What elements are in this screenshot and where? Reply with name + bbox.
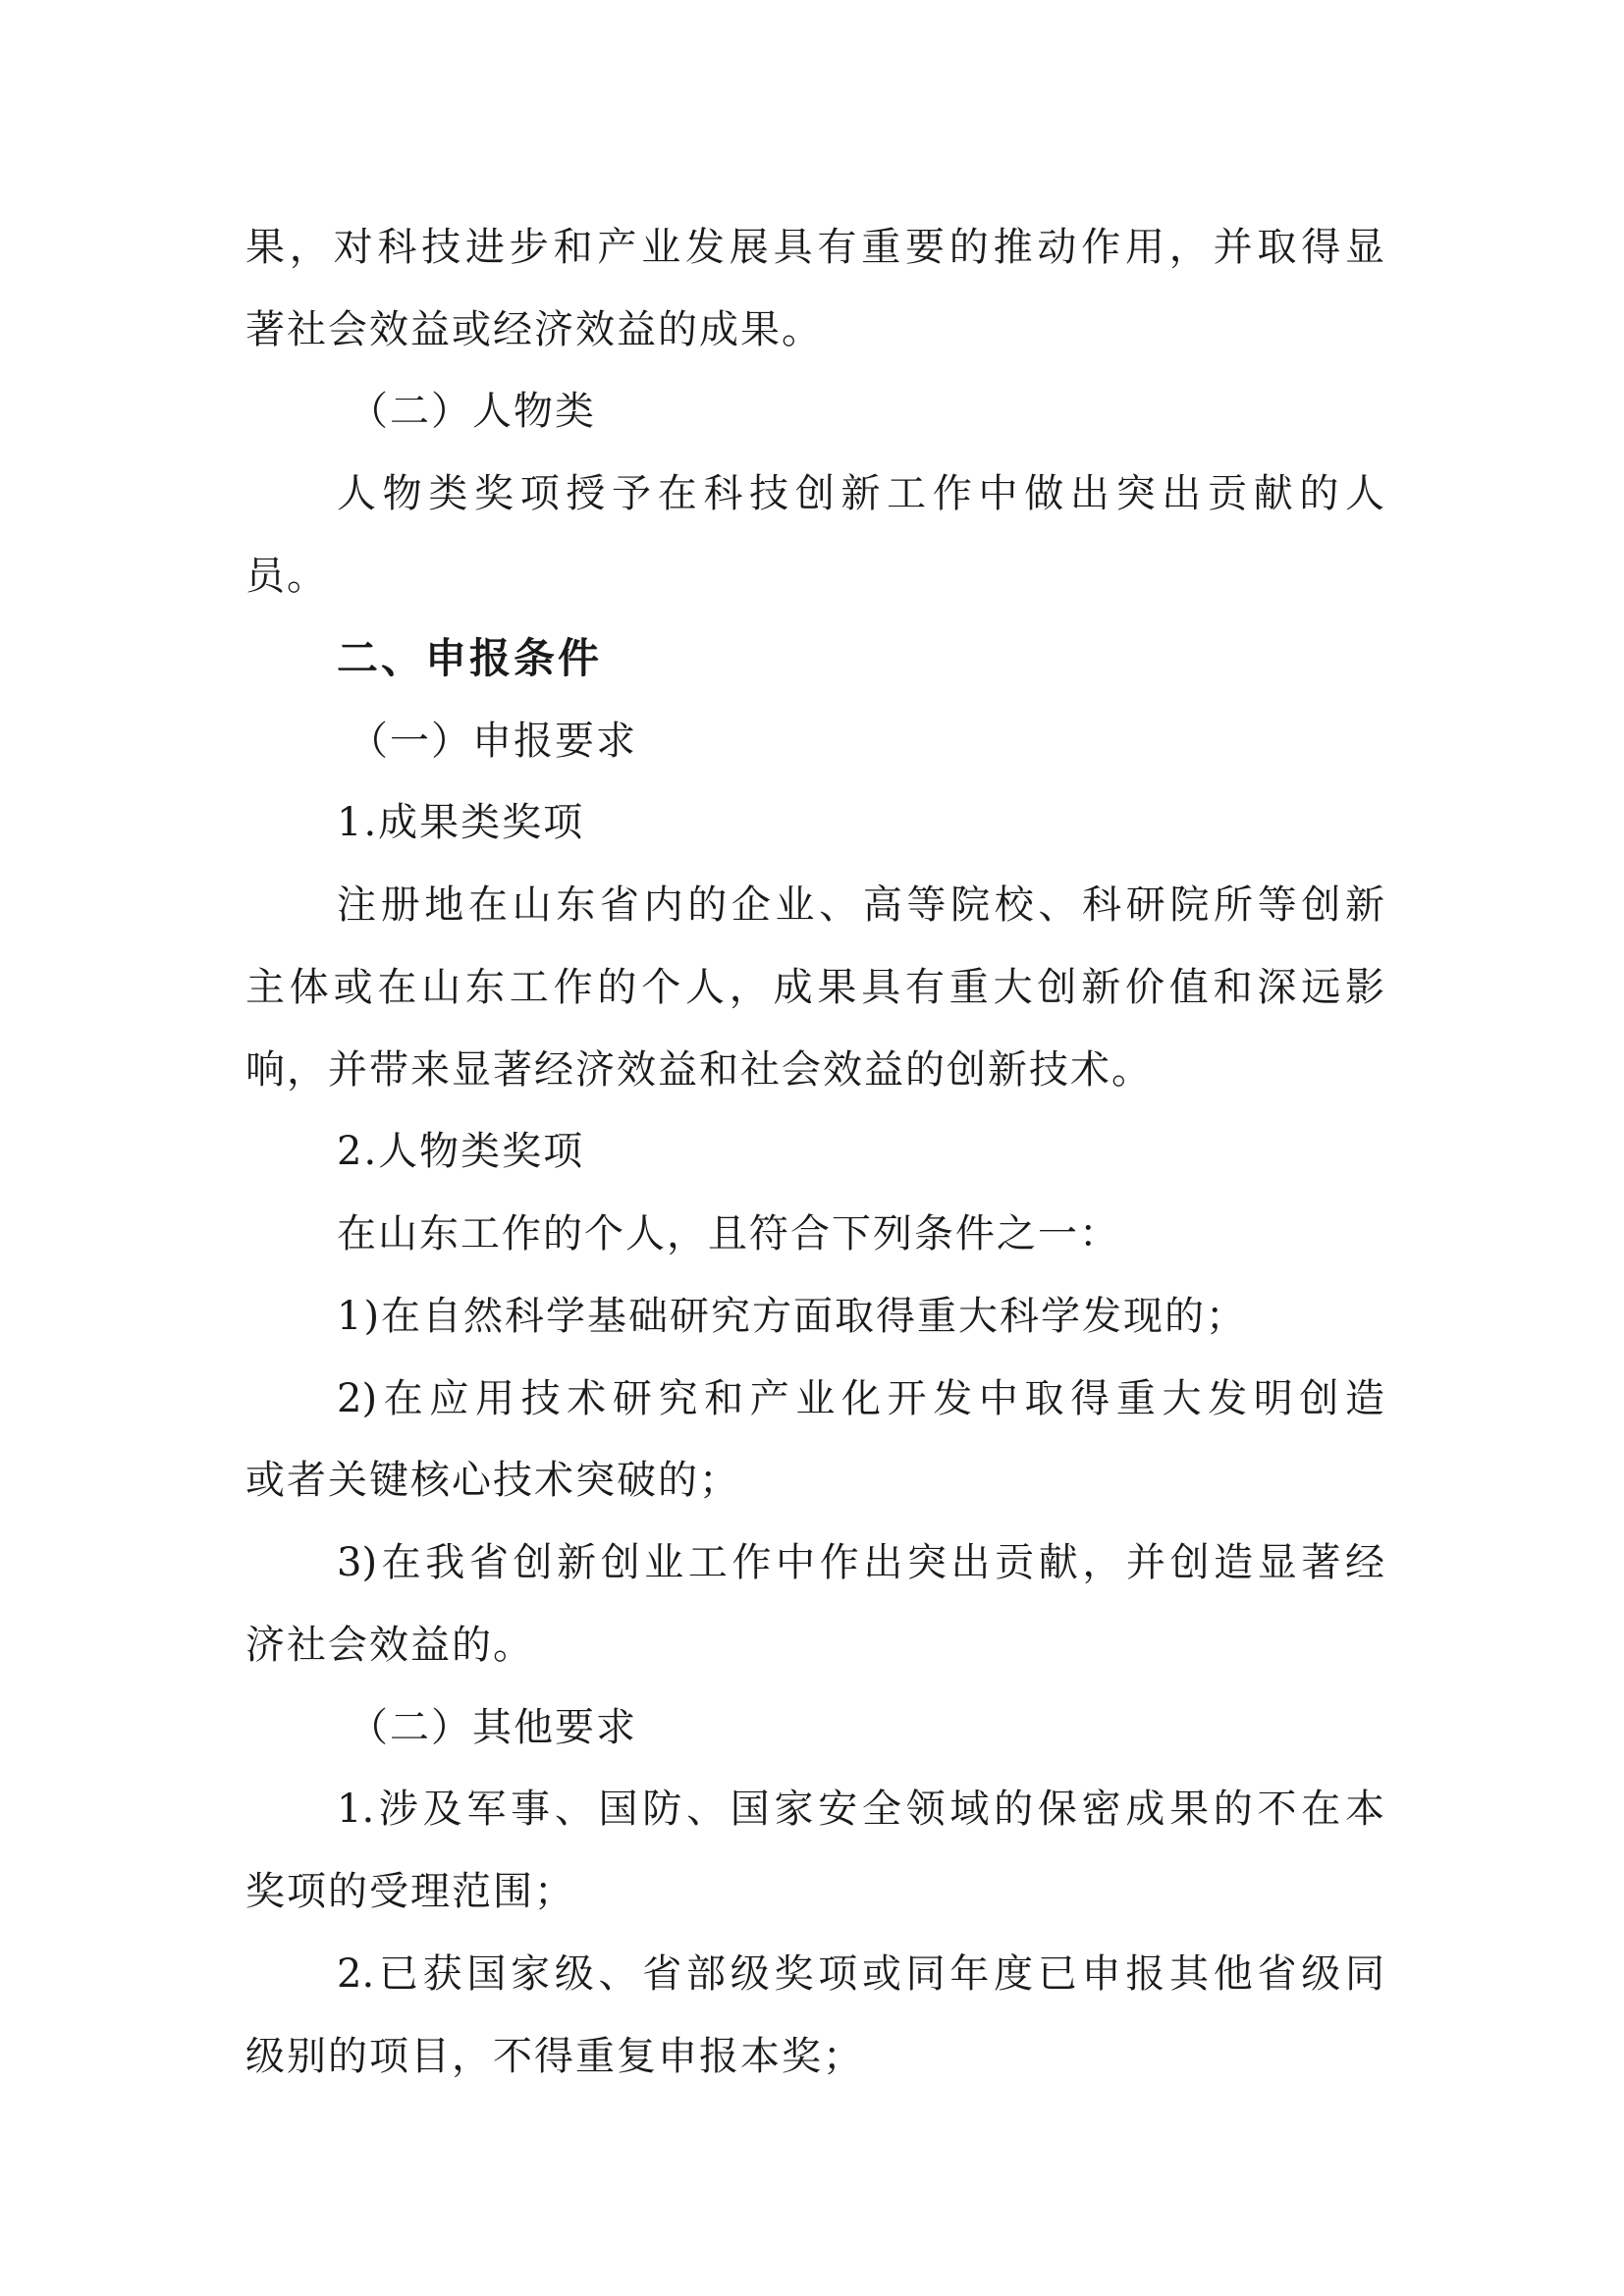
paragraph-line: 人物类奖项授予在科技创新工作中做出突出贡献的人 xyxy=(337,471,1384,516)
paragraph-line: 员。 xyxy=(245,554,328,599)
paragraph-line: 注册地在山东省内的企业、高等院校、科研院所等创新 xyxy=(337,882,1384,928)
list-item: 2)在应用技术研究和产业化开发中取得重大发明创造 xyxy=(337,1376,1384,1421)
paragraph-line: 响，并带来显著经济效益和社会效益的创新技术。 xyxy=(245,1047,1153,1093)
paragraph-line: 果，对科技进步和产业发展具有重要的推动作用，并取得显 xyxy=(245,225,1384,270)
section-heading: 二、申报条件 xyxy=(337,634,603,682)
item-heading: 1.成果类奖项 xyxy=(337,800,585,845)
subsection-heading: （二）其他要求 xyxy=(349,1705,637,1750)
list-item: 1.涉及军事、国防、国家安全领域的保密成果的不在本 xyxy=(337,1787,1384,1832)
paragraph-line: 著社会效益或经济效益的成果。 xyxy=(245,307,823,352)
list-item-continuation: 奖项的受理范围； xyxy=(245,1869,575,1914)
paragraph-line: 在山东工作的个人，且符合下列条件之一： xyxy=(337,1211,1120,1256)
subsection-heading: （二）人物类 xyxy=(349,389,596,434)
list-item: 1)在自然科学基础研究方面取得重大科学发现的； xyxy=(337,1294,1248,1339)
list-item: 3)在我省创新创业工作中作出突出贡献，并创造显著经 xyxy=(337,1540,1384,1585)
paragraph-line: 主体或在山东工作的个人，成果具有重大创新价值和深远影 xyxy=(245,965,1384,1010)
list-item-continuation: 济社会效益的。 xyxy=(245,1623,534,1668)
subsection-heading: （一）申报要求 xyxy=(349,719,637,764)
list-item-continuation: 或者关键核心技术突破的； xyxy=(245,1458,740,1503)
list-item: 2.已获国家级、省部级奖项或同年度已申报其他省级同 xyxy=(337,1951,1384,1997)
item-heading: 2.人物类奖项 xyxy=(337,1129,585,1174)
list-item-continuation: 级别的项目，不得重复申报本奖； xyxy=(245,2034,864,2079)
